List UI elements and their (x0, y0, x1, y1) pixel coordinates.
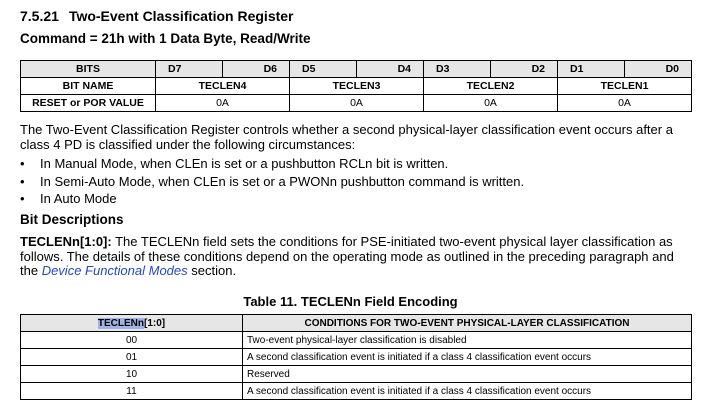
encoding-table (20, 314, 692, 400)
device-functional-modes-link[interactable]: Device Functional Modes (41, 263, 188, 279)
table-header-row (21, 315, 692, 332)
field-name-cell: TECLEN1 (558, 78, 692, 95)
reset-row (21, 95, 692, 112)
column-header-conditions: CONDITIONS FOR TWO-EVENT PHYSICAL-LAYER CLASSIFICATION (243, 315, 692, 332)
register-table (20, 60, 692, 112)
bit-cell: D0 (625, 61, 692, 78)
condition-cell: A second classification event is initiated if a class 4 classification event occurs (243, 349, 692, 366)
list-item (20, 173, 524, 191)
bit-name-row (21, 78, 692, 95)
bit-name-label: BIT NAME (21, 78, 156, 95)
field-name-cell: TECLEN2 (424, 78, 558, 95)
column-header-code (21, 315, 243, 332)
reset-label: RESET or POR VALUE (21, 95, 156, 112)
code-cell: 10 (21, 366, 243, 383)
table-row (21, 349, 692, 366)
section-heading (20, 8, 294, 24)
section-number: 7.5.21 (20, 8, 59, 24)
list-item-text: In Auto Mode (40, 191, 117, 206)
list-item-text: In Manual Mode, when CLEn is set or a pushbutton RCLn bit is written. (40, 156, 449, 171)
table-title: Table 11. TECLENn Field Encoding (243, 294, 458, 309)
reset-value-cell: 0A (290, 95, 424, 112)
bit-cell: D2 (491, 61, 558, 78)
list-item (20, 190, 524, 208)
bit-cell: D3 (424, 61, 491, 78)
reset-value-cell: 0A (558, 95, 692, 112)
column-header-suffix: [1:0] (143, 317, 166, 329)
bits-label: BITS (21, 61, 156, 78)
intro-paragraph: The Two-Event Classification Register controls whether a second physical-layer classification event occurs after a class 4 PD is classified under the following circumstances: (20, 122, 673, 152)
field-term: TECLENn[1:0]: (20, 234, 112, 249)
conditions-list (20, 155, 524, 208)
bits-row (21, 61, 692, 78)
code-cell: 01 (21, 349, 243, 366)
section-title: Two-Event Classification Register (68, 8, 294, 24)
bit-descriptions-heading: Bit Descriptions (20, 212, 124, 227)
reset-value-cell: 0A (156, 95, 290, 112)
reset-value-cell: 0A (424, 95, 558, 112)
bit-cell: D7 (156, 61, 223, 78)
condition-cell: A second classification event is initiated if a class 4 classification event occurs (243, 383, 692, 400)
highlighted-text: TECLENn (97, 317, 144, 329)
teclen-description (20, 235, 692, 279)
description-text: The TECLENn field sets the conditions for PSE-initiated two-event physical layer classification as follows. The details of these conditions depend on the operating mode as outlined in the preceding paragraph and the (20, 234, 674, 279)
bit-cell: D6 (223, 61, 290, 78)
table-row (21, 332, 692, 349)
command-line: Command = 21h with 1 Data Byte, Read/Write (20, 31, 311, 46)
description-tail: section. (187, 263, 237, 279)
list-item (20, 155, 524, 173)
condition-cell: Reserved (243, 366, 692, 383)
table-row (21, 383, 692, 400)
list-item-text: In Semi-Auto Mode, when CLEn is set or a PWONn pushbutton command is written. (40, 173, 525, 189)
code-cell: 00 (21, 332, 243, 349)
bit-cell: D1 (558, 61, 625, 78)
field-name-cell: TECLEN3 (290, 78, 424, 95)
field-name-cell: TECLEN4 (156, 78, 290, 95)
table-row (21, 366, 692, 383)
bit-cell: D4 (357, 61, 424, 78)
condition-cell: Two-event physical-layer classification is disabled (243, 332, 692, 349)
bullet-icon: • (20, 191, 25, 206)
code-cell: 11 (21, 383, 243, 400)
bullet-icon: • (20, 156, 25, 171)
bit-cell: D5 (290, 61, 357, 78)
bullet-icon: • (20, 173, 25, 189)
